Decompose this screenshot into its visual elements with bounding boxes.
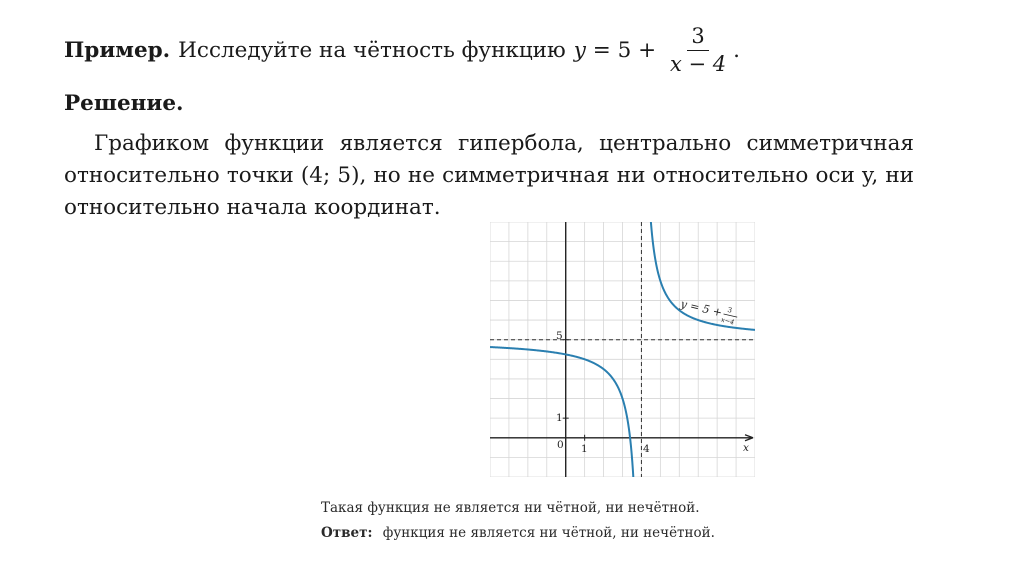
solution-paragraph (64, 128, 914, 224)
origin-label: 0 (557, 439, 564, 451)
formula-eq: = 5 + (585, 37, 663, 63)
x-axis-label: x (743, 442, 749, 454)
example-statement (64, 18, 740, 82)
answer-label: Ответ: (321, 525, 373, 541)
example-text: Исследуйте на чётность функцию (178, 37, 566, 63)
tick-label-y-1: 1 (556, 412, 563, 424)
fraction-denominator: x − 4 (669, 51, 727, 76)
answer-text: функция не является ни чётной, ни нечётной. (382, 525, 715, 541)
tick-label-x-4: 4 (643, 443, 650, 455)
solution-paragraph-text: Графиком функции является гипербола, центрально симметричная относительно точки (4; 5), но не симметричная ни относительно оси y, ни относительно начала координат. (64, 131, 914, 220)
conclusion-text: Такая функция не является ни чётной, ни нечётной. (321, 500, 700, 516)
curve-label-lhs: y = 5 + (679, 297, 724, 320)
curve-label-denominator: x−4 (720, 315, 736, 327)
formula-fraction (666, 25, 730, 74)
tick-label-x-1: 1 (581, 443, 588, 455)
curve-label-numerator: 3 (726, 305, 733, 315)
tick-label-y-5: 5 (556, 330, 563, 342)
function-graph (490, 222, 755, 477)
formula-lhs: y (573, 37, 586, 63)
solution-heading: Решение. (64, 91, 184, 116)
formula-period: . (733, 37, 740, 63)
fraction-numerator: 3 (687, 25, 708, 50)
answer-line (321, 525, 715, 541)
example-label: Пример. (64, 37, 171, 63)
